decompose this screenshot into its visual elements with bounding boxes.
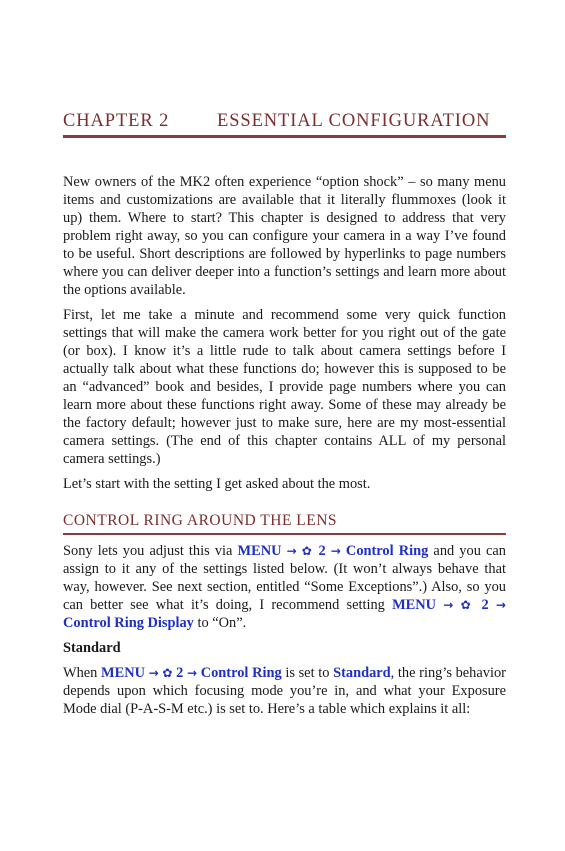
tab-number: 2 — [176, 665, 184, 681]
tab-number: 2 — [318, 543, 326, 559]
control-ring-label: Control Ring — [345, 543, 429, 559]
text-run: When — [63, 665, 102, 681]
gear-icon: ✿ — [460, 598, 475, 612]
section-heading: CONTROL RING AROUND THE LENS — [63, 512, 338, 529]
text-run: is set to — [281, 665, 334, 681]
menu-word: MENU — [392, 597, 437, 613]
subheading-standard: Standard — [63, 640, 121, 656]
menu-path-link[interactable] — [238, 543, 429, 559]
section-text — [63, 542, 506, 725]
control-ring-display-label: Control Ring Display — [63, 615, 194, 631]
gear-icon: ✿ — [301, 544, 314, 558]
chapter-number: CHAPTER 2 — [63, 111, 170, 131]
standard-link[interactable]: Standard — [333, 665, 391, 681]
section-paragraph-2 — [63, 664, 506, 718]
section-paragraph-1 — [63, 542, 506, 632]
menu-path-link[interactable] — [101, 665, 282, 681]
arrow-icon: → — [187, 666, 198, 680]
arrow-icon: → — [286, 544, 297, 558]
chapter-rule — [63, 135, 506, 138]
arrow-icon: → — [148, 666, 159, 680]
intro-paragraph-3: Let’s start with the setting I get asked about the most. — [63, 476, 371, 492]
intro-paragraph-2: First, let me take a minute and recommend some very quick function settings that will make the camera work better for you right out of the gate (or box). I know it’s a little rude to talk about camera settings before I actually talk about what these functions do; however this is supposed to be an “advanced” book and besides, I provide page numbers where you can learn more about these functions right away. Some of these may already be the factory default; however just to make sure, here are my most-essential camera settings. (The end of this chapter contains ALL of my personal camera settings.) — [63, 307, 506, 467]
chapter-heading — [63, 111, 506, 132]
text-run: , the ring’s behavior depends upon which focusing mode you’re in, and what your Exposure Mode dial (P-A-S-M etc.) is set to. Here’s a table which explains it all: — [63, 665, 506, 717]
chapter-title: ESSENTIAL CONFIGURATION — [217, 111, 491, 131]
menu-word: MENU — [237, 543, 282, 559]
tab-number: 2 — [481, 597, 489, 613]
text-run: and you can assign to it any of the settings listed below. (It won’t always behave that way, however. See next section, entitled “Some Exceptions”.) Also, so you can better see what it’s doing, I recommend setting — [63, 543, 506, 613]
gear-icon: ✿ — [162, 666, 173, 680]
arrow-icon: → — [443, 598, 454, 612]
intro-text — [63, 173, 506, 500]
control-ring-label: Control Ring — [200, 665, 282, 681]
menu-word: MENU — [101, 665, 145, 681]
intro-paragraph-1: New owners of the MK2 often experience “option shock” – so many menu items and customizations are available that it literally flummoxes (look it up) them. Where to start? This chapter is designed to address that very problem right away, so you can configure your camera in a way I’ve found to be useful. Short descriptions are followed by hyperlinks to page numbers where you can deliver deeper into a function’s settings and learn more about the options available. — [63, 174, 506, 298]
arrow-icon: → — [495, 598, 506, 612]
section-rule — [63, 533, 506, 535]
arrow-icon: → — [330, 544, 341, 558]
text-run: to “On”. — [193, 615, 247, 631]
text-run: Sony lets you adjust this via — [63, 543, 238, 559]
